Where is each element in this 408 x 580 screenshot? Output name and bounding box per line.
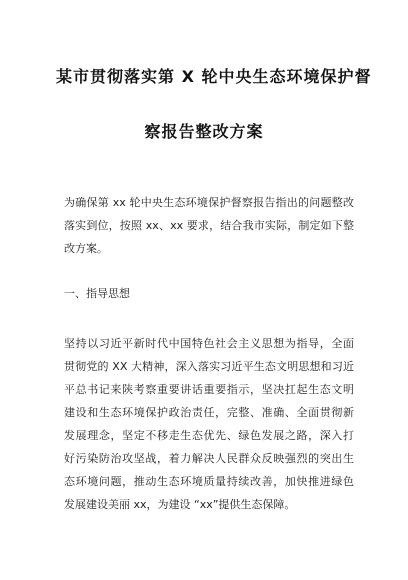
document-title-line-1: 某市贯彻落实第 X 轮中央生态环境保护督 [56,67,372,86]
body-line: 发展理念，坚定不移走生态优先、绿色发展之路，深入打 [64,429,354,442]
intro-line: 为确保第 xx 轮中央生态环境保护督察报告指出的问题整改 [64,196,354,209]
body-paragraph [64,332,354,516]
body-line: 坚持以习近平新时代中国特色社会主义思想为指导，全面 [64,337,354,350]
section-heading-text: 一、指导思想 [64,287,130,300]
body-line: 平总书记来陕考察重要讲话重要指示，坚决扛起生态文明 [64,383,354,396]
document-title-line-2: 察报告整改方案 [144,122,264,141]
body-line: 态环境问题，推动生态环境质量持续改善，加快推进绿色 [64,475,354,488]
section-heading [64,282,354,305]
intro-line: 落实到位，按照 xx、xx 要求，结合我市实际，制定如下整 [64,219,354,232]
body-line: 发展建设美丽 xx，为建设 “xx”提供生态保障。 [64,498,296,511]
body-line: 好污染防治攻坚战，着力解决人民群众反映强烈的突出生 [64,452,354,465]
body-line: 建设和生态环境保护政治责任，完整、准确、全面贯彻新 [64,406,354,419]
intro-line: 改方案。 [64,242,108,255]
intro-paragraph [64,191,354,260]
body-line: 贯彻党的 XX 大精神，深入落实习近平生态文明思想和习近 [64,360,354,373]
